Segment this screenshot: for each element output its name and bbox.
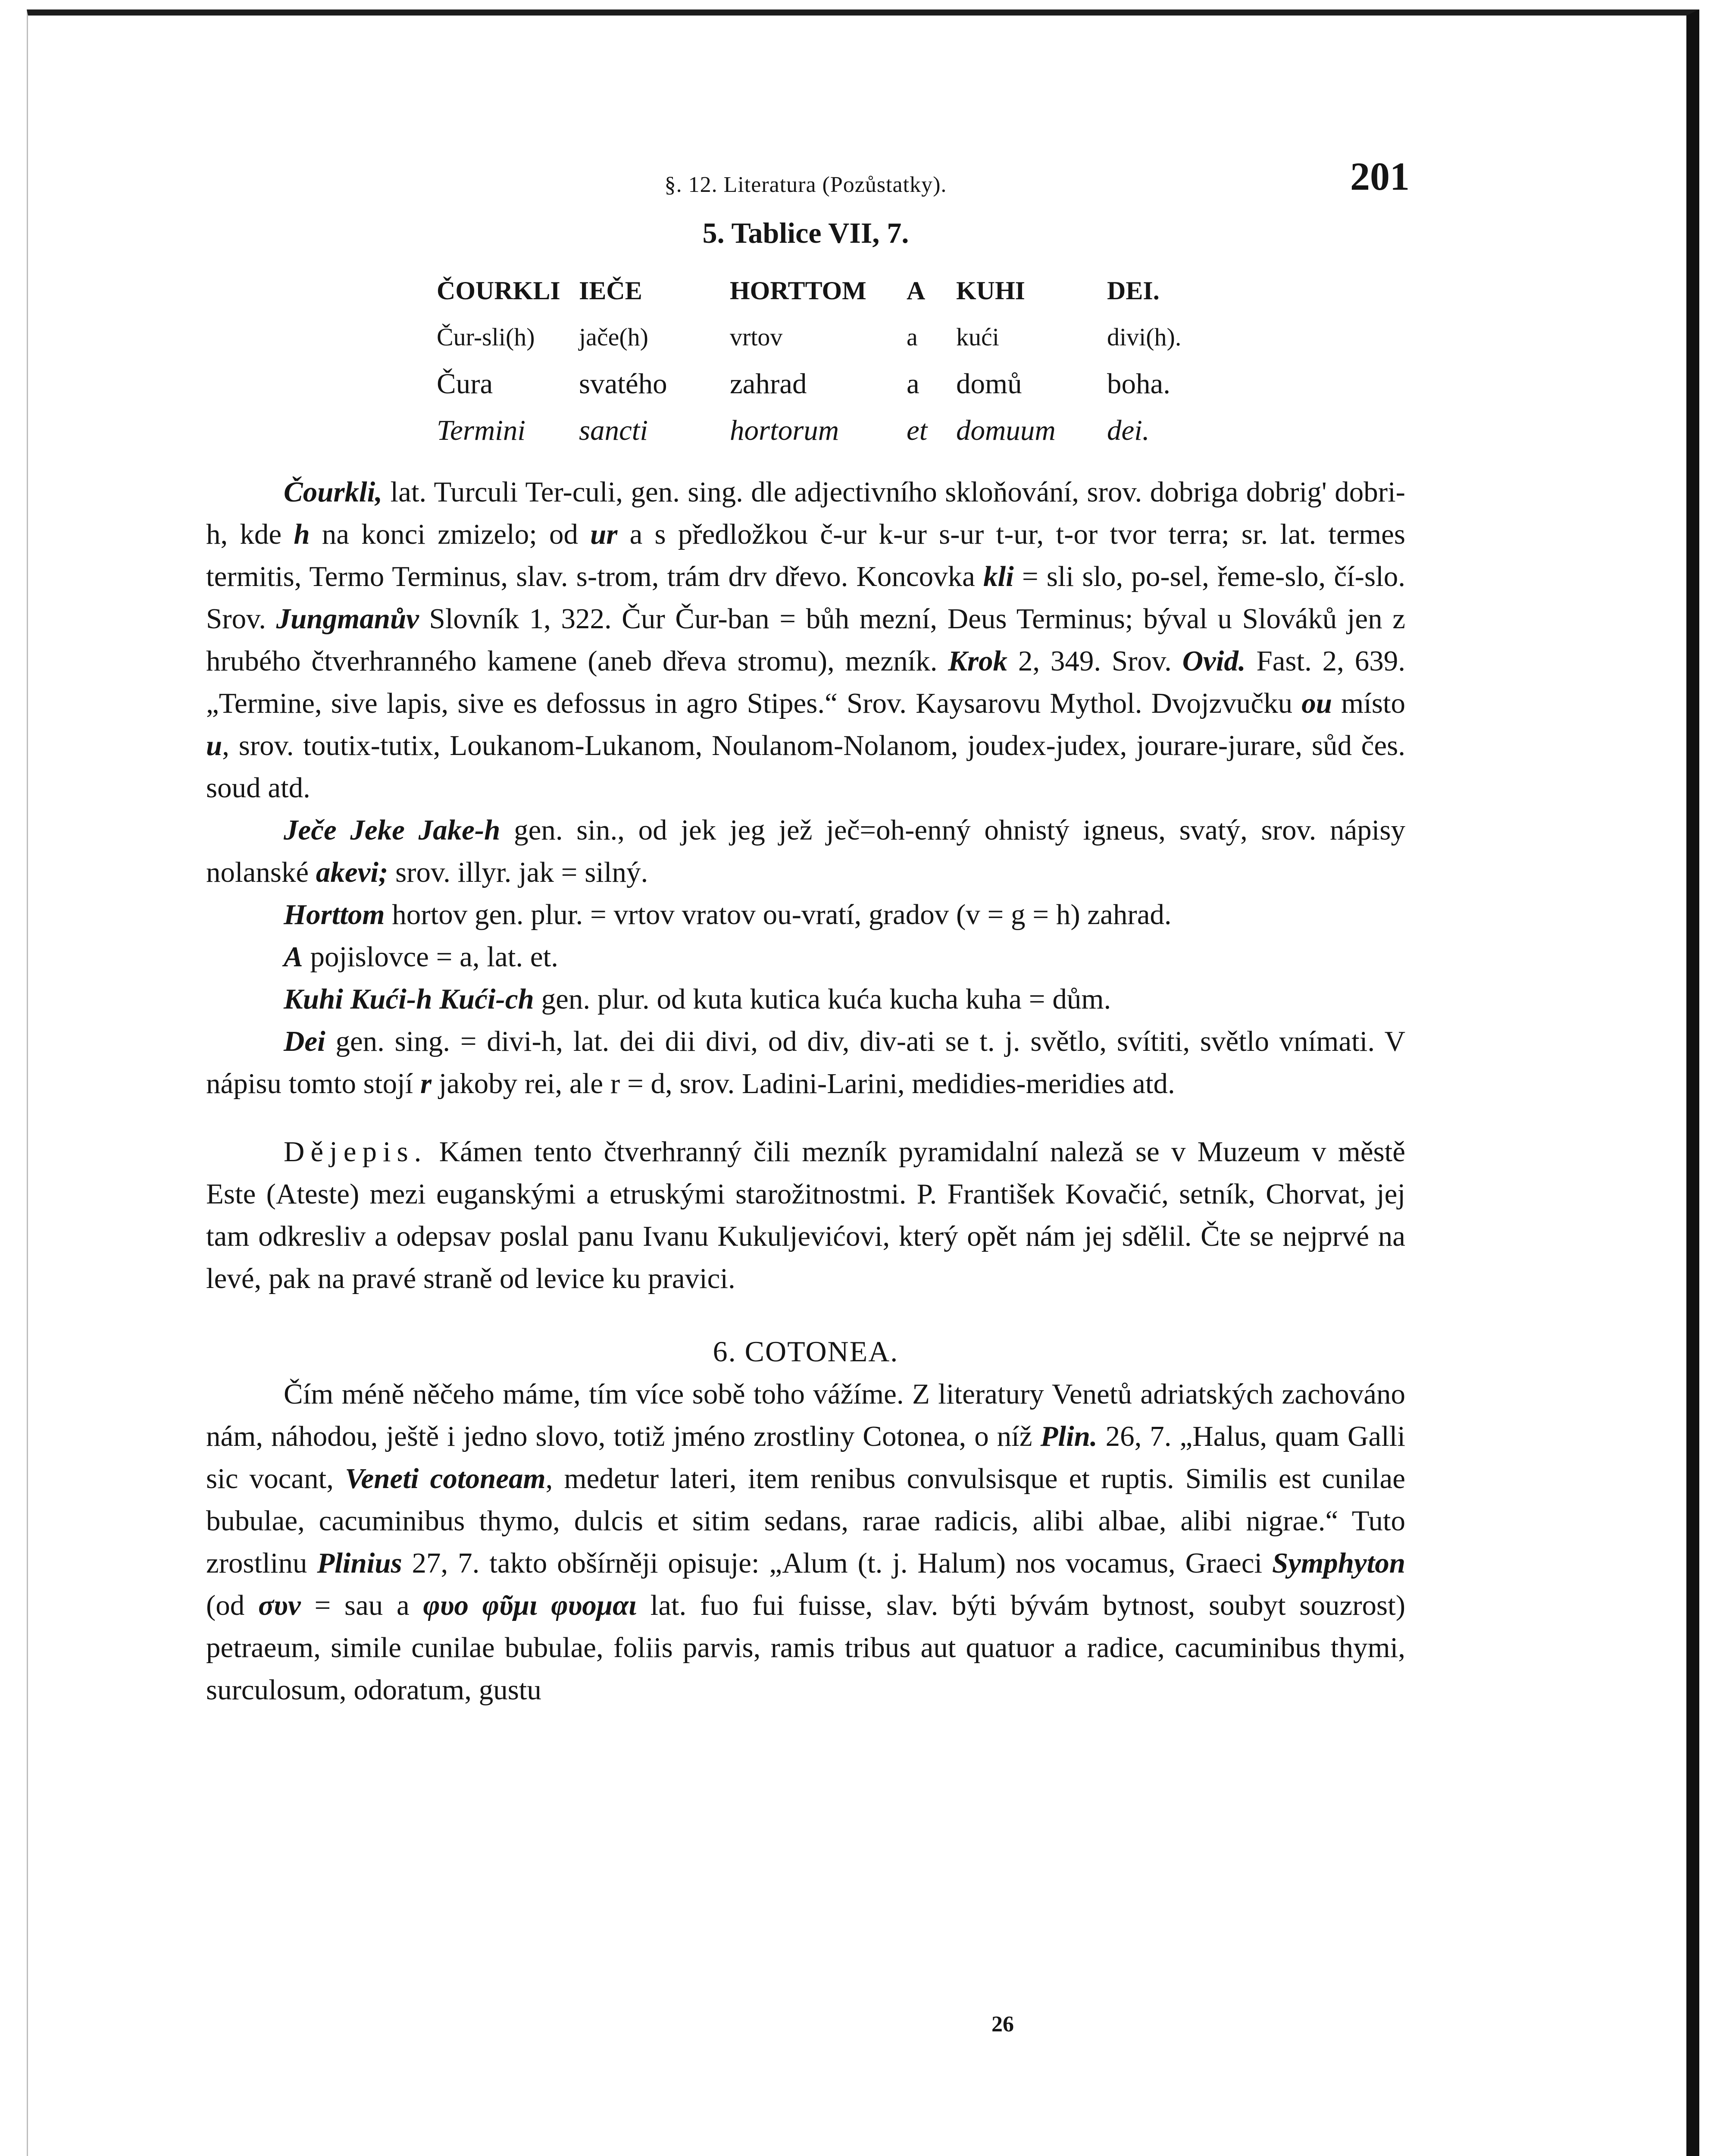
paragraph: [206, 471, 1405, 809]
text-run: gen. sin., od jek jeg jež ječ=oh-enný ohnistý igneus, svatý, srov. nápisy nolanské: [206, 814, 1405, 888]
section-5-title: 5. Tablice VII, 7.: [702, 216, 909, 249]
term: Plin.: [1040, 1420, 1098, 1452]
inscription-row: [437, 360, 1193, 407]
signature-mark: 26: [991, 2012, 1014, 2037]
term: Plinius: [317, 1547, 402, 1579]
section-6-title: 6. COTONEA.: [713, 1335, 899, 1368]
term: A: [284, 941, 303, 973]
term: akevi;: [316, 856, 388, 888]
page-number: 201: [1350, 154, 1410, 198]
text-run: (od: [206, 1589, 259, 1621]
inscription-cell: DEI.: [1107, 276, 1160, 305]
text-run: srov. illyr. jak = silný.: [388, 856, 648, 888]
inscription-cell: a: [907, 368, 919, 400]
inscription-cell: ČOURKLI: [437, 276, 560, 305]
paragraph: [206, 893, 1405, 936]
inscription-cell: dei.: [1107, 414, 1150, 446]
inscription-table: [437, 267, 1193, 454]
inscription-cell: A: [907, 276, 926, 305]
text-run: 26, 7. „Halus, quam Galli sic vocant,: [206, 1420, 1405, 1495]
paragraph: [206, 809, 1405, 893]
paragraph: [206, 1020, 1405, 1105]
text-run: a s předložkou č-ur k-ur s-ur t-ur, t-or tvor terra; sr. lat. termes termitis, Termo Terminus, slav. s-trom, trám drv dřevo. Koncovka: [206, 518, 1405, 592]
text-run: Slovník 1, 322. Čur Čur-ban = bůh mezní, Deus Terminus; býval u Slováků jen z hrubého čtverhranného kamene (aneb dřeva stromu), mezník.: [206, 603, 1405, 677]
paragraph: [206, 936, 1405, 978]
term: Veneti cotoneam: [345, 1463, 546, 1495]
text-run: = sli slo, po-sel, řeme-slo, čí-slo. Srov.: [206, 561, 1405, 635]
term: Ječe Jeke Jake-h: [284, 814, 500, 846]
text-run: na konci zmizelo; od: [310, 518, 591, 550]
inscription-cell: boha.: [1107, 368, 1170, 400]
text-run: Kámen tento čtverhranný čili mezník pyramidalní naleză se v Muzeum v městě Este (Ateste) mezi euganskými a etruskými starožitnostmi. P. František Kovačić, setník, Chorvat, jej tam odkresliv a odepsav poslal panu Ivanu Kukuljevićovi, který opět nám jej sdělil. Čte se nejprvé na levé, pak na pravé straně od levice ku pravici.: [206, 1136, 1405, 1294]
term: u: [206, 730, 222, 761]
text-run: gen. plur. od kuta kutica kuća kucha kuha = dům.: [534, 983, 1111, 1015]
running-head: §. 12. Literatura (Pozůstatky).: [664, 172, 947, 197]
term: Symphyton: [1272, 1547, 1405, 1579]
text-run: , medetur lateri, item renibus convulsisque et ruptis. Similis est cunilae bubulae, cacuminibus thymo, dulcis et sitim sedans, rarae radicis, alibi albae, alibi nigrae.“ Tuto zrostlinu: [206, 1463, 1405, 1579]
term: Čourkli,: [284, 476, 383, 508]
text-run: lat. fuo fui fuisse, slav. býti bývám bytnost, soubyt souzrost) petraeum, simile cunilae bubulae, foliis parvis, ramis tribus aut quatuor a radice, cacuminibus thymi, surculosum, odoratum, gustu: [206, 1589, 1406, 1706]
term: h: [294, 518, 310, 550]
paragraph: [206, 978, 1405, 1020]
text-run: jakoby rei, ale r = d, srov. Ladini-Larini, medidies-meridies atd.: [432, 1068, 1175, 1100]
page-header: [206, 154, 1410, 211]
text-run: Fast. 2, 639. „Termine, sive lapis, sive es defossus in agro Stipes.“ Srov. Kaysarovu Mythol. Dvojzvučku: [206, 645, 1405, 719]
text-run: pojislovce = a, lat. et.: [303, 941, 558, 973]
text-run: , srov. toutix-tutix, Loukanom-Lukanom, Noulanom-Nolanom, joudex-judex, jourare-jurare, sůd čes. soud atd.: [206, 730, 1405, 804]
inscription-cell: domuum: [956, 414, 1056, 446]
paragraph: [206, 1131, 1405, 1300]
inscription-row: [437, 407, 1193, 454]
text-run: 27, 7. takto obšírněji opisuje: „Alum (t. j. Halum) nos vocamus, Graeci: [402, 1547, 1272, 1579]
term: Kuhi Kući-h Kući-ch: [284, 983, 534, 1015]
text-run: hortov gen. plur. = vrtov vratov ou-vratí, gradov (v = g = h) zahrad.: [385, 899, 1172, 931]
inscription-cell: Čur-sli(h): [437, 323, 535, 351]
inscription-cell: kući: [956, 323, 999, 351]
term: Jungmanův: [276, 603, 419, 635]
term: r: [420, 1068, 432, 1100]
text-run: lat. Turculi Ter-culi, gen. sing. dle adjectivního skloňování, srov. dobriga dobrig' dobri-h, kde: [206, 476, 1405, 550]
inscription-cell: Termini: [437, 414, 526, 446]
inscription-cell: divi(h).: [1107, 323, 1182, 351]
inscription-cell: jače(h): [579, 323, 648, 351]
term: ou: [1301, 687, 1332, 719]
spaced-heading: Dějepis.: [284, 1136, 428, 1168]
term: Ovid.: [1182, 645, 1246, 677]
term: Krok: [948, 645, 1008, 677]
text-run: 2, 349. Srov.: [1007, 645, 1182, 677]
book-page: [206, 154, 1410, 1711]
inscription-cell: KUHI: [956, 276, 1026, 305]
inscription-cell: HORTTOM: [730, 276, 866, 305]
inscription-cell: sancti: [579, 414, 648, 446]
inscription-cell: a: [907, 323, 918, 351]
term: kli: [983, 561, 1014, 592]
text-run: gen. sing. = divi-h, lat. dei dii divi, od div, div-ati se t. j. světlo, svítiti, světlo vnímati. V nápisu tomto stojí: [206, 1025, 1405, 1100]
inscription-row: [437, 314, 1193, 360]
inscription-cell: zahrad: [730, 368, 807, 400]
text-run: místo: [1332, 687, 1406, 719]
inscription-row: [437, 267, 1193, 314]
inscription-cell: hortorum: [730, 414, 839, 446]
inscription-cell: domů: [956, 368, 1022, 400]
inscription-cell: Čura: [437, 368, 493, 400]
inscription-cell: et: [907, 414, 928, 446]
text-run: Čím méně něčeho máme, tím více sobě toho vážíme. Z literatury Venetů adriatských zachováno nám, náhodou, ještě i jedno slovo, totiž jméno zrostliny Cotonea, o níž: [206, 1378, 1405, 1452]
inscription-cell: IEČE: [579, 276, 642, 305]
term: φυο φῦμι φυομαι: [423, 1589, 637, 1621]
inscription-cell: vrtov: [730, 323, 783, 351]
text-run: = sau a: [300, 1589, 423, 1621]
term: Horttom: [284, 899, 385, 931]
term: Dei: [284, 1025, 325, 1057]
term: συν: [258, 1589, 301, 1621]
inscription-cell: svatého: [579, 368, 667, 400]
term: ur: [590, 518, 618, 550]
paragraph: [206, 1373, 1405, 1711]
